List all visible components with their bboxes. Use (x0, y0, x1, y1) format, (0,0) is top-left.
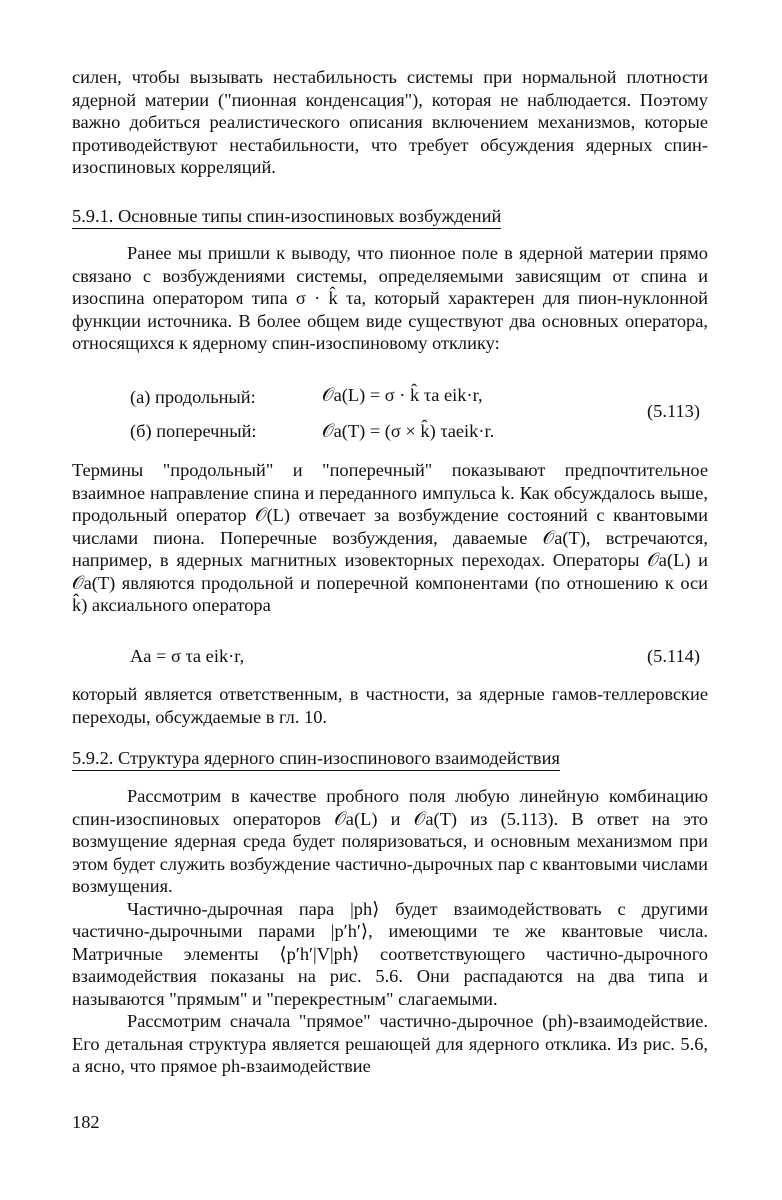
section2-paragraph3: Рассмотрим сначала "прямое" частично-дырочное (ph)-взаимодействие. Его детальная структура является решающей для ядерного отклика. Из рис. 5.6, а ясно, что прямое ph-взаимодействие (72, 1011, 708, 1076)
section1-paragraph2-block (72, 459, 708, 617)
section1-paragraph3: который является ответственным, в частности, за ядерные гамов-теллеровские переходы, обсуждаемые в гл. 10. (72, 684, 708, 727)
section2-paragraph2: Частично-дырочная пара |ph⟩ будет взаимодействовать с другими частично-дырочными парами |p′h′⟩, имеющими те же квантовые числа. Матричные элементы ⟨p′h′|V|ph⟩ соответствующего частично-дырочного взаимодействия показаны на рис. 5.6. Они распадаются на два типа и называются "прямым" и "перекрестным" слагаемыми. (72, 898, 708, 1009)
equation-a-label: (а) продольный: (130, 387, 256, 407)
section-heading-5-9-2: 5.9.2. Структура ядерного спин-изоспинового взаимодействия (72, 747, 560, 771)
section1-paragraph1: Ранее мы пришли к выводу, что пионное поле в ядерной материи прямо связано с возбуждениями системы, определяемыми зависящим от спина и изоспина оператором типа σ · k̂ τa, который характерен для пион-нуклонной функции источника. В более общем виде существуют два основных оператора, относящихся к ядерному спин-изоспиновому отклику: (72, 243, 708, 353)
section-heading-5-9-1: 5.9.1. Основные типы спин-изоспиновых возбуждений (72, 205, 501, 229)
equation-b-label: (б) поперечный: (130, 421, 257, 441)
section2-text-block (72, 785, 708, 1078)
section1-paragraph3-block (72, 683, 708, 728)
intro-paragraph: силен, чтобы вызывать нестабильность системы при нормальной плотности ядерной материи ("пионная конденсация"), которая не наблюдается. Поэтому важно добиться реалистического описания включением механизмов, которые противодействуют нестабильности, что требует обсуждения ядерных спин-изоспиновых корреляций. (72, 67, 708, 177)
intro-block (72, 66, 708, 179)
equation-number-5-113: (5.113) (647, 401, 700, 421)
equation-c: Aa = σ τa eik·r, (130, 646, 245, 666)
page-number: 182 (72, 1112, 100, 1132)
section2-paragraph1: Рассмотрим в качестве пробного поля любую линейную комбинацию спин-изоспиновых операторов 𝒪a(L) и 𝒪a(T) из (5.113). В ответ на это возмущение ядерная среда будет поляризоваться, и основным механизмом при этом будет служить возбуждение частично-дырочных пар с квантовыми числами возмущения. (72, 786, 708, 896)
section1-paragraph2: Термины "продольный" и "поперечный" показывают предпочтительное взаимное направление спина и переданного импульса k. Как обсуждалось выше, продольный оператор 𝒪(L) отвечает за возбуждение состояний с квантовыми числами пиона. Поперечные возбуждения, даваемые 𝒪a(T), встречаются, например, в ядерных магнитных изовекторных переходах. Операторы 𝒪a(L) и 𝒪a(T) являются продольной и поперечной компонентами (по отношению к оси k̂) аксиального оператора (72, 460, 708, 615)
section1-paragraph1-block (72, 242, 708, 355)
equation-number-5-114: (5.114) (647, 646, 700, 666)
equation-a: 𝒪a(L) = σ · k̂ τa eik·r, (322, 385, 483, 405)
equation-b: 𝒪a(T) = (σ × k̂) τaeik·r. (322, 421, 495, 441)
